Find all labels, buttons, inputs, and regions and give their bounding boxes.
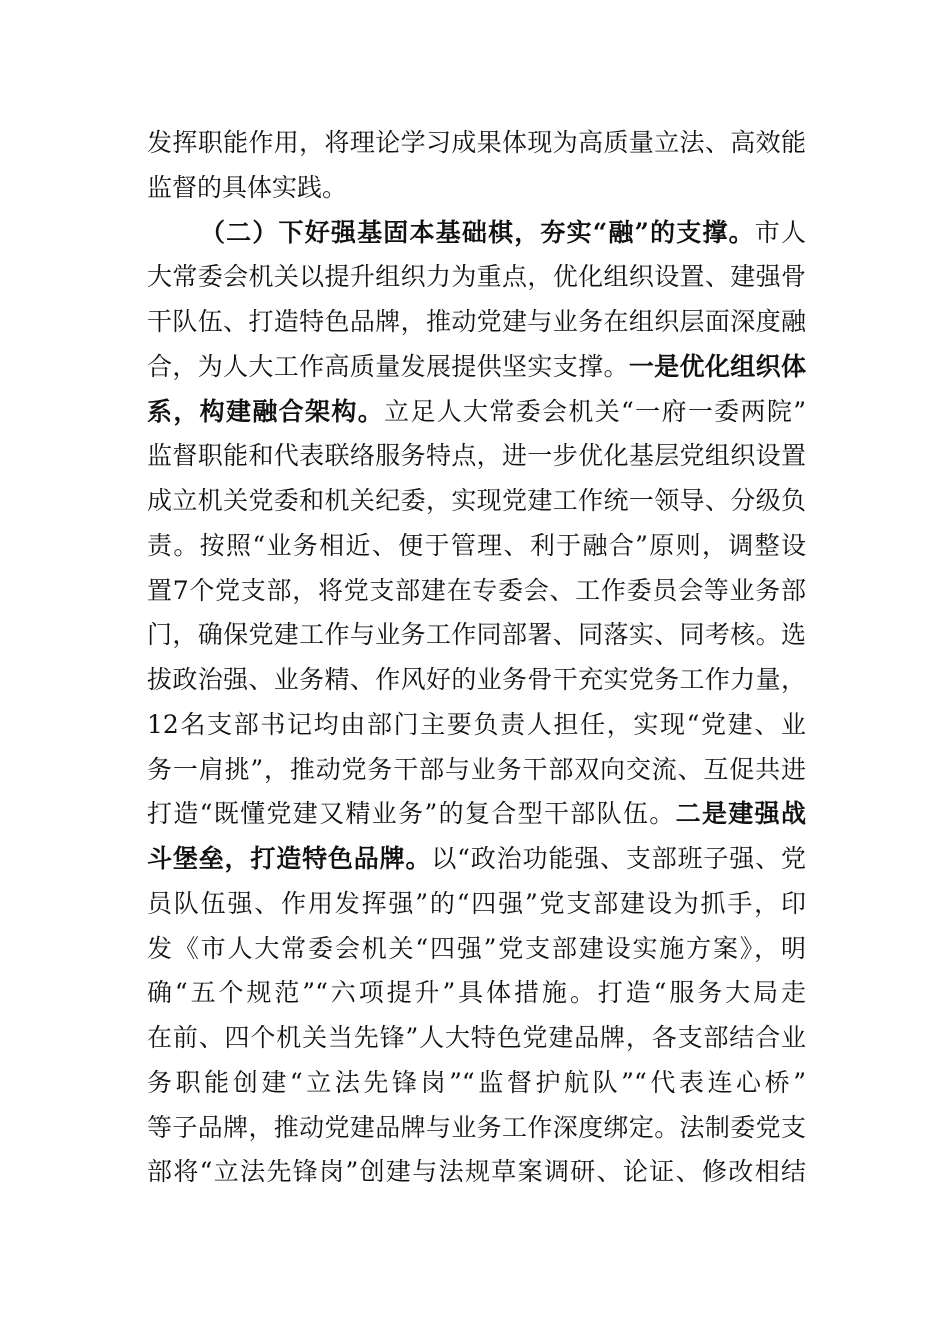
text-segment: 责。按照“业务相近、便于管理、利于融合”原则，调整设 — [147, 530, 806, 560]
text-line — [147, 165, 806, 210]
text-segment: 置7个党支部，将党支部建在专委会、工作委员会等业务部 — [147, 575, 806, 605]
text-line — [147, 1149, 806, 1194]
text-segment: 以“政治功能强、支部班子强、党 — [431, 844, 806, 873]
text-segment: 监督职能和代表联络服务特点，进一步优化基层党组织设置 — [147, 441, 806, 471]
emphasis-text: 一是优化组织体 — [628, 351, 806, 381]
text-segment: 大常委会机关以提升组织力为重点，优化组织设置、建强骨 — [147, 262, 806, 292]
text-segment: 12名支部书记均由部门主要负责人担任，实现“党建、业 — [147, 709, 806, 739]
text-line — [147, 612, 806, 657]
text-line — [147, 478, 806, 523]
text-segment: 干队伍、打造特色品牌，推动党建与业务在组织层面深度融 — [147, 307, 806, 336]
text-line — [147, 1105, 806, 1150]
emphasis-text: 斗堡垒，打造特色品牌。 — [147, 844, 432, 873]
text-segment: 拔政治强、业务精、作风好的业务骨干充实党务工作力量， — [147, 665, 806, 694]
text-segment: 等子品牌，推动党建品牌与业务工作深度绑定。法制委党支 — [147, 1112, 806, 1142]
text-line — [147, 791, 806, 836]
text-line — [147, 344, 806, 389]
text-line — [147, 389, 806, 434]
emphasis-text: （二）下好强基固本基础棋，夯实“融”的支撑。 — [200, 217, 755, 247]
text-line — [147, 523, 806, 568]
text-segment: 打造“既懂党建又精业务”的复合型干部队伍。 — [147, 799, 676, 829]
text-segment: 立足人大常委会机关“一府一委两院” — [384, 396, 806, 426]
text-segment: 确“五个规范”“六项提升”具体措施。打造“服务大局走 — [147, 978, 806, 1008]
text-line — [147, 120, 806, 165]
text-segment: 务职能创建“立法先锋岗”“监督护航队”“代表连心桥” — [147, 1067, 806, 1097]
emphasis-text: 二是建强战 — [675, 799, 806, 829]
text-segment: 发《市人大常委会机关“四强”党支部建设实施方案》，明 — [147, 933, 806, 963]
text-segment: 门，确保党建工作与业务工作同部署、同落实、同考核。选 — [147, 620, 806, 650]
text-line — [147, 836, 806, 881]
text-line — [147, 254, 806, 299]
text-line — [147, 433, 806, 478]
text-line — [147, 1060, 806, 1105]
text-segment: 发挥职能作用，将理论学习成果体现为高质量立法、高效能 — [147, 128, 806, 157]
text-segment: 务一肩挑”，推动党务干部与业务干部双向交流、互促共进 — [147, 754, 806, 784]
text-line — [147, 970, 806, 1015]
text-line — [147, 702, 806, 747]
text-line — [147, 926, 806, 971]
text-line — [147, 568, 806, 613]
text-segment: 监督的具体实践。 — [147, 172, 348, 202]
text-line — [200, 210, 806, 255]
emphasis-text: 系，构建融合架构。 — [147, 396, 385, 426]
text-line — [147, 657, 806, 702]
text-segment: 合，为人大工作高质量发展提供坚实支撑。 — [147, 351, 629, 381]
text-segment: 成立机关党委和机关纪委，实现党建工作统一领导、分级负 — [147, 486, 806, 515]
text-line — [147, 1015, 806, 1060]
text-line — [147, 881, 806, 926]
text-segment: 在前、四个机关当先锋”人大特色党建品牌，各支部结合业 — [147, 1023, 806, 1052]
text-segment: 市人 — [754, 217, 806, 247]
text-segment: 员队伍强、作用发挥强”的“四强”党支部建设为抓手，印 — [147, 888, 806, 918]
text-line — [147, 747, 806, 792]
text-line — [147, 299, 806, 344]
text-segment: 部将“立法先锋岗”创建与法规草案调研、论证、修改相结 — [147, 1157, 806, 1187]
